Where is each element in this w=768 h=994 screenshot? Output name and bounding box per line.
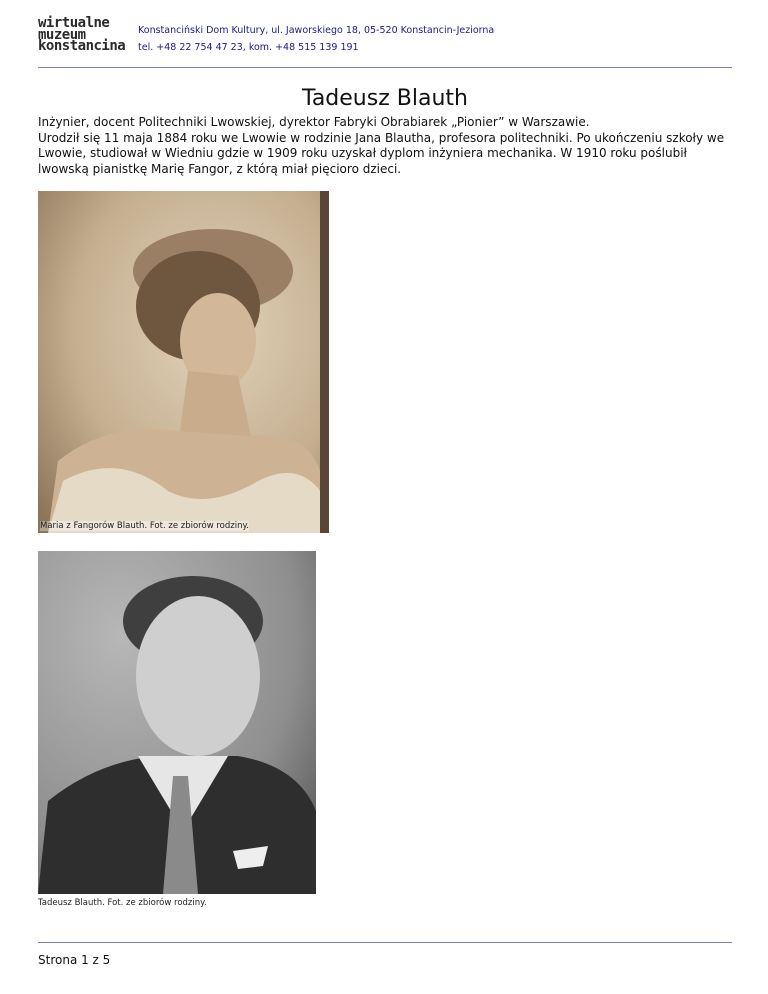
article-paragraph-1: Inżynier, docent Politechniki Lwowskiej, dyrektor Fabryki Obrabiarek „Pionier” w Warszawie. (38, 115, 590, 129)
article-title: Tadeusz Blauth (302, 86, 468, 111)
phone-text: tel. +48 22 754 47 23, kom. +48 515 139 191 (138, 42, 359, 53)
address-text: Konstanciński Dom Kultury, ul. Jaworskiego 18, 05-520 Konstancin-Jeziorna (138, 25, 495, 36)
header-divider (38, 67, 732, 68)
photo-tadeusz-blauth (38, 551, 316, 894)
photo-caption-maria: Maria z Fangorów Blauth. Fot. ze zbiorów rodziny. (40, 521, 249, 531)
museum-logo[interactable] (38, 15, 130, 54)
contact-info (138, 22, 494, 56)
portrait-woman-image (38, 191, 329, 533)
logo-line-2: muzeum (38, 26, 86, 43)
photo-maria-blauth (38, 191, 329, 533)
article-paragraph-2: Urodził się 11 maja 1884 roku we Lwowie w rodzinie Jana Blautha, profesora politechniki. Po ukończeniu szkoły we Lwowie, studiował w Wiedniu gdzie w 1909 roku uzyskał dyplom inżyniera mechanika. W 1910 roku poślubił lwowską pianistkę Marię Fangor, z którą miał pięcioro dzieci. (38, 130, 725, 176)
portrait-man-image (38, 551, 316, 894)
logo-line-1: wirtualne (38, 15, 110, 31)
page-header (38, 14, 732, 66)
article-body (38, 115, 738, 177)
page-number: Strona 1 z 5 (38, 953, 111, 967)
photo-caption-tadeusz: Tadeusz Blauth. Fot. ze zbiorów rodziny. (38, 898, 207, 908)
footer-divider (38, 942, 732, 943)
logo-line-3: konstancina (38, 38, 126, 54)
